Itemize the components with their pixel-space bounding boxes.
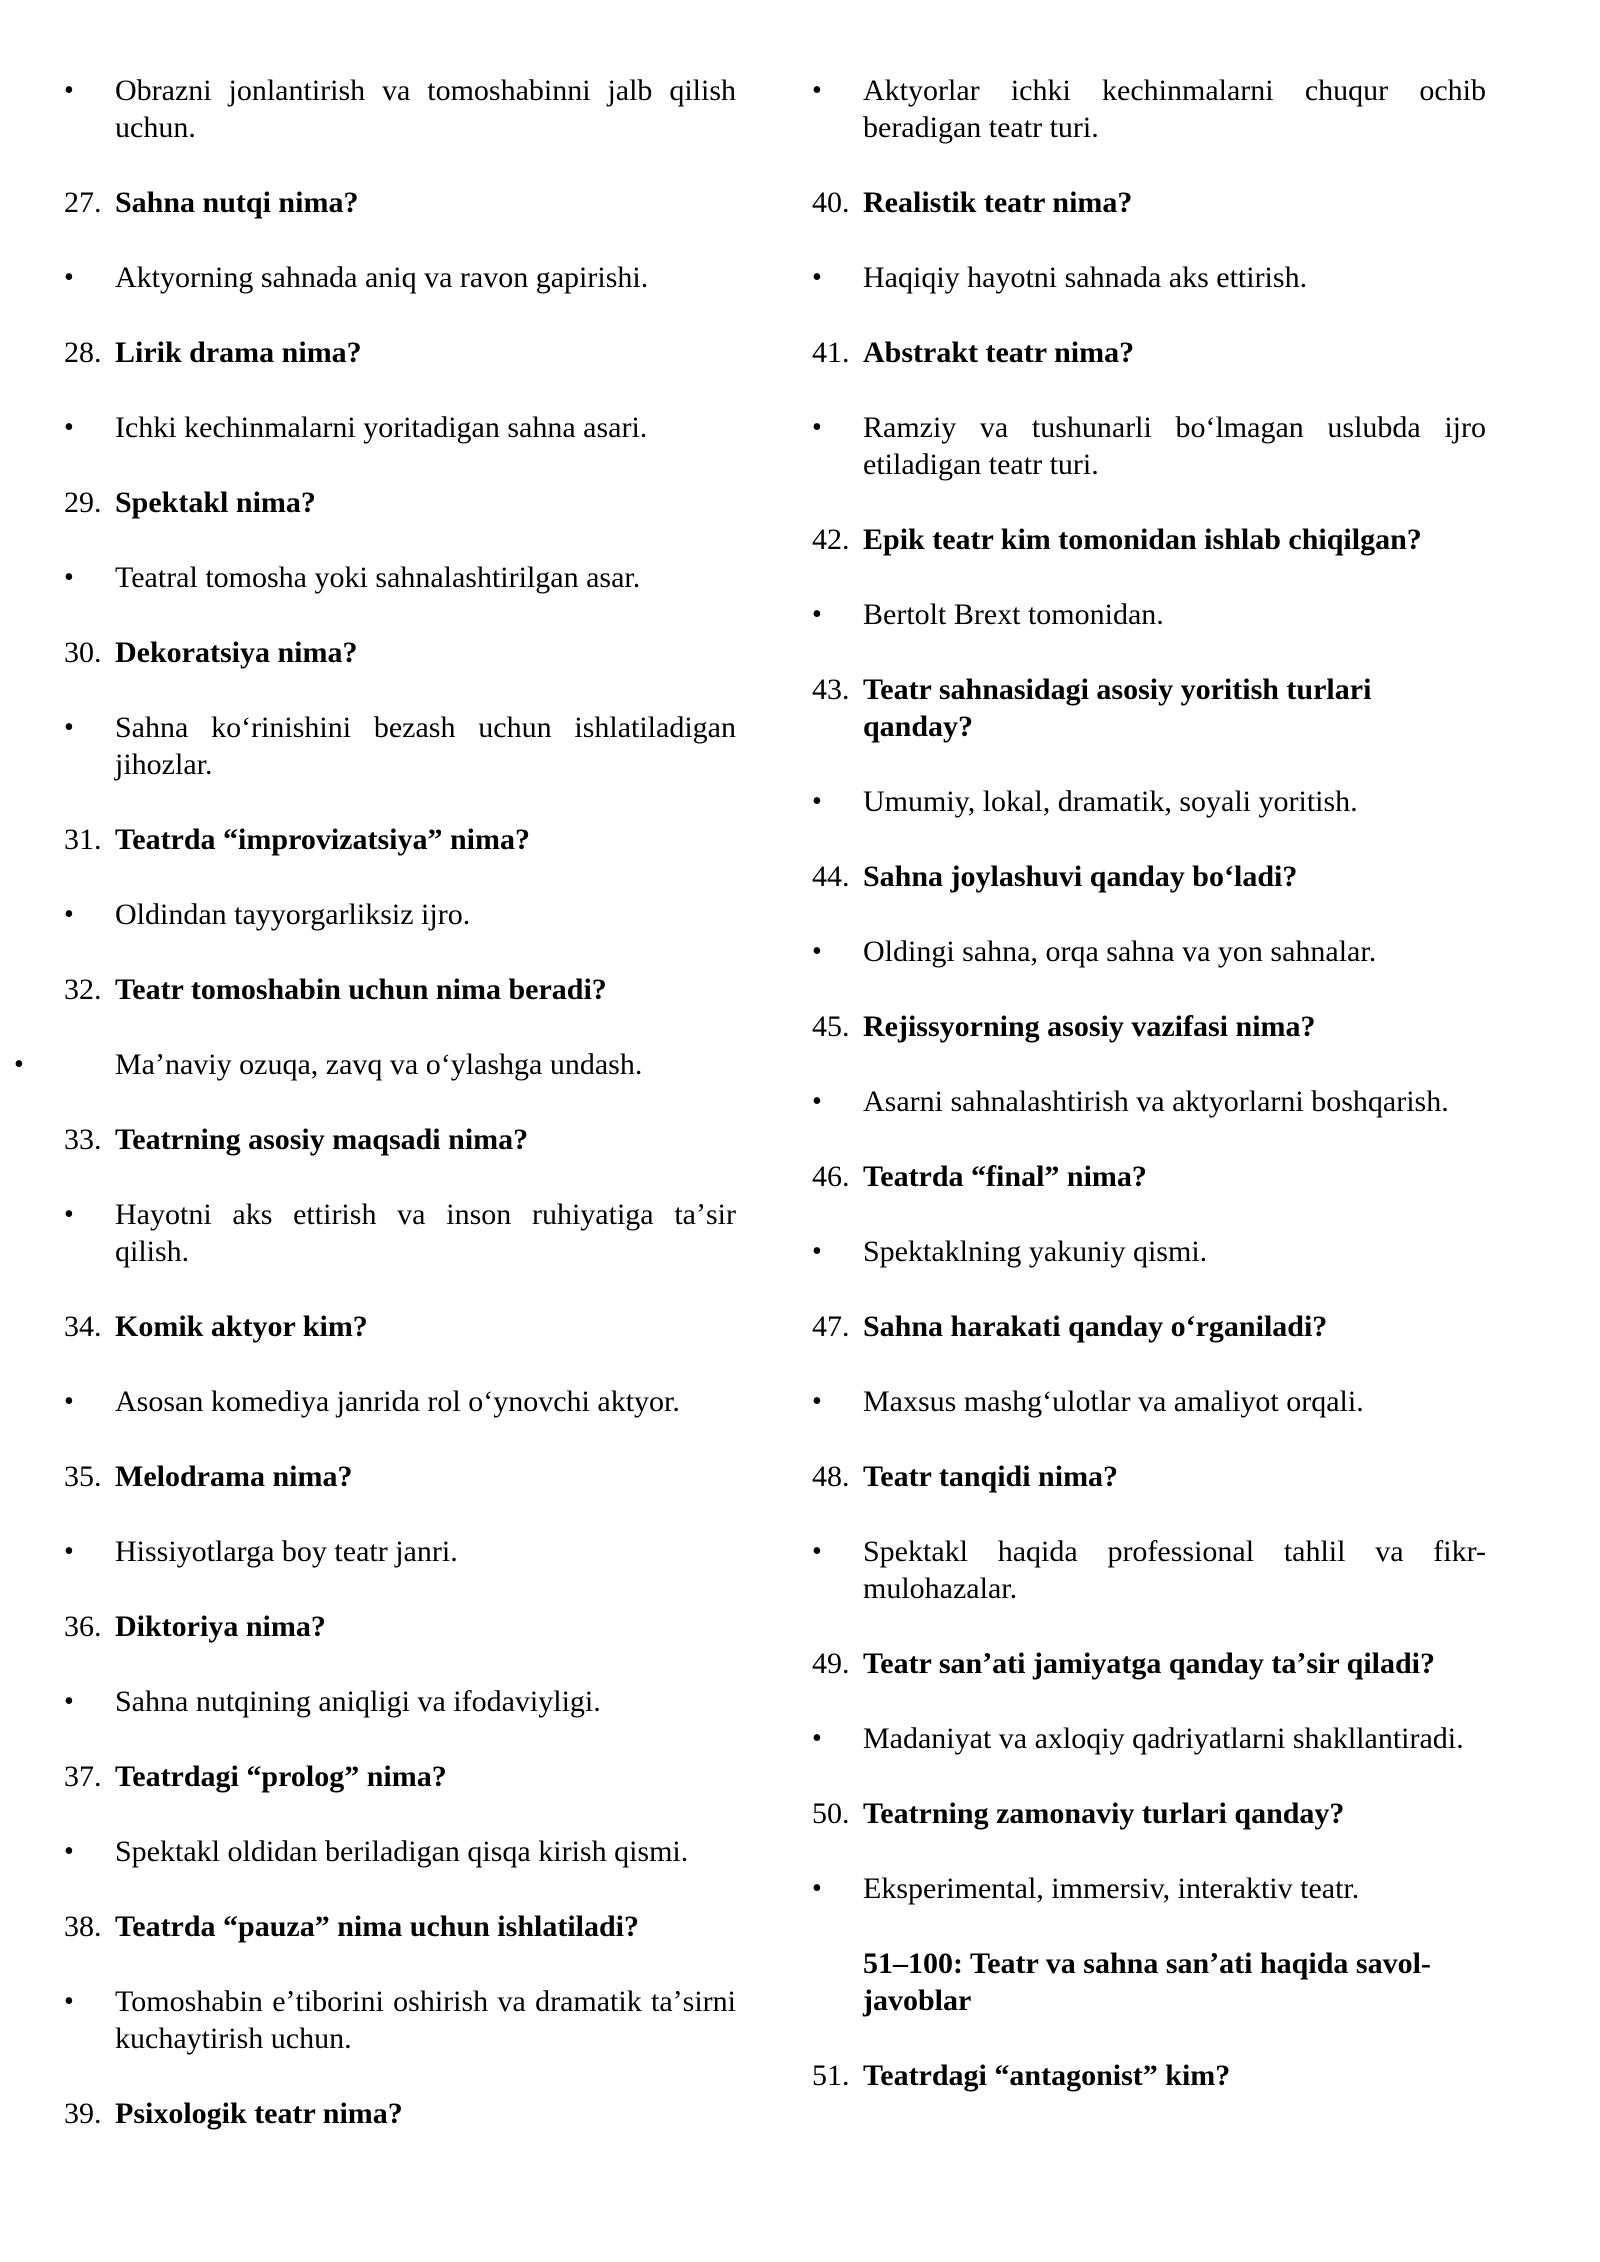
question-text: Teatr tomoshabin uchun nima beradi? <box>115 973 607 1006</box>
question-item <box>812 1008 1486 1045</box>
question-text: Dekoratsiya nima? <box>115 636 358 669</box>
answer-text: Obrazni jonlantirish va tomoshabinni jalb qilish uchun. <box>115 74 736 144</box>
question-number: 46. <box>812 1160 850 1193</box>
answer-text: Ramziy va tushunarli boʻlmagan uslubda ijro etiladigan teatr turi. <box>863 411 1486 481</box>
bullet-icon: • <box>64 262 74 293</box>
question-text: Lirik drama nima? <box>115 336 362 369</box>
answer-item <box>812 1720 1486 1757</box>
bullet-icon: • <box>812 1723 822 1754</box>
answer-text: Maxsus mashgʻulotlar va amaliyot orqali. <box>863 1385 1364 1418</box>
question-item <box>812 1795 1486 1832</box>
answer-text: Haqiqiy hayotni sahnada aks ettirish. <box>863 261 1308 294</box>
answer-item <box>812 1870 1486 1907</box>
answer-item <box>64 1683 736 1720</box>
answer-text: Sahna koʻrinishini bezash uchun ishlatiladigan jihozlar. <box>115 711 736 781</box>
question-number: 27. <box>64 186 102 219</box>
bullet-icon: • <box>64 562 74 593</box>
question-text: Teatr sahnasidagi asosiy yoritish turlari qanday? <box>863 673 1372 743</box>
question-item <box>812 334 1486 371</box>
answer-item <box>812 596 1486 633</box>
bullet-icon: • <box>812 262 822 293</box>
answer-item <box>812 783 1486 820</box>
question-item <box>64 1121 736 1158</box>
bullet-icon: • <box>64 412 74 443</box>
question-text: Psixologik teatr nima? <box>115 2097 403 2130</box>
answer-text: Aktyorning sahnada aniq va ravon gapirishi. <box>115 261 649 294</box>
question-item <box>64 484 736 521</box>
question-number: 31. <box>64 823 102 856</box>
question-item <box>812 521 1486 558</box>
answer-text: Spektaklning yakuniy qismi. <box>863 1235 1208 1268</box>
question-text: Sahna nutqi nima? <box>115 186 359 219</box>
answer-text: Hissiyotlarga boy teatr janri. <box>115 1535 458 1568</box>
question-number: 48. <box>812 1460 850 1493</box>
question-number: 50. <box>812 1797 850 1830</box>
question-item <box>64 1908 736 1945</box>
question-text: Realistik teatr nima? <box>863 186 1133 219</box>
question-number: 29. <box>64 486 102 519</box>
question-number: 49. <box>812 1647 850 1680</box>
question-text: Teatrda “final” nima? <box>863 1160 1147 1193</box>
question-item <box>64 184 736 221</box>
bullet-icon: • <box>64 1386 74 1417</box>
question-item <box>812 1645 1486 1682</box>
answer-item <box>64 72 736 146</box>
bullet-icon: • <box>64 75 74 106</box>
answer-text: Hayotni aks ettirish va inson ruhiyatiga taʼsir qilish. <box>115 1198 736 1268</box>
answer-text: Aktyorlar ichki kechinmalarni chuqur ochib beradigan teatr turi. <box>863 74 1486 144</box>
bullet-icon: • <box>812 1873 822 1904</box>
question-number: 35. <box>64 1460 102 1493</box>
question-text: Epik teatr kim tomonidan ishlab chiqilgan? <box>863 523 1422 556</box>
bullet-icon: • <box>64 1536 74 1567</box>
question-number: 37. <box>64 1760 102 1793</box>
answer-text: Teatral tomosha yoki sahnalashtirilgan asar. <box>115 561 641 594</box>
answer-item <box>64 259 736 296</box>
question-item <box>812 2057 1486 2094</box>
bullet-icon: • <box>64 1199 74 1230</box>
answer-text: Tomoshabin eʼtiborini oshirish va dramatik taʼsirni kuchaytirish uchun. <box>115 1985 736 2055</box>
bullet-icon: • <box>64 712 74 743</box>
question-item <box>64 634 736 671</box>
answer-item <box>812 933 1486 970</box>
right-column <box>812 72 1486 2132</box>
bullet-icon: • <box>812 936 822 967</box>
answer-item <box>64 1383 736 1420</box>
question-item <box>812 1158 1486 1195</box>
answer-text: Oldindan tayyorgarliksiz ijro. <box>115 898 471 931</box>
answer-text: Spektakl haqida professional tahlil va fikr-mulohazalar. <box>863 1535 1486 1605</box>
answer-item <box>64 1533 736 1570</box>
question-number: 41. <box>812 336 850 369</box>
answer-text: Ichki kechinmalarni yoritadigan sahna asari. <box>115 411 648 444</box>
question-item <box>64 1458 736 1495</box>
question-number: 43. <box>812 673 850 706</box>
question-number: 32. <box>64 973 102 1006</box>
question-text: Diktoriya nima? <box>115 1610 326 1643</box>
question-item <box>812 671 1486 745</box>
answer-item <box>64 559 736 596</box>
answer-text: Spektakl oldidan beriladigan qisqa kirish qismi. <box>115 1835 689 1868</box>
question-number: 30. <box>64 636 102 669</box>
question-text: Teatr tanqidi nima? <box>863 1460 1119 1493</box>
question-number: 34. <box>64 1310 102 1343</box>
bullet-icon: • <box>812 1536 822 1567</box>
answer-item <box>812 1233 1486 1270</box>
question-item <box>64 334 736 371</box>
question-item <box>64 821 736 858</box>
bullet-icon: • <box>64 899 74 930</box>
answer-text: Asarni sahnalashtirish va aktyorlarni boshqarish. <box>863 1085 1449 1118</box>
question-number: 42. <box>812 523 850 556</box>
question-number: 40. <box>812 186 850 219</box>
question-text: Sahna harakati qanday oʻrganiladi? <box>863 1310 1328 1343</box>
answer-text: Sahna nutqining aniqligi va ifodaviyligi. <box>115 1685 601 1718</box>
answer-text: Madaniyat va axloqiy qadriyatlarni shakllantiradi. <box>863 1722 1464 1755</box>
answer-text: Eksperimental, immersiv, interaktiv teatr. <box>863 1872 1360 1905</box>
question-number: 45. <box>812 1010 850 1043</box>
question-text: Melodrama nima? <box>115 1460 353 1493</box>
bullet-icon: • <box>14 1049 24 1080</box>
bullet-icon: • <box>812 1386 822 1417</box>
question-number: 47. <box>812 1310 850 1343</box>
question-text: Teatr sanʼati jamiyatga qanday taʼsir qiladi? <box>863 1647 1436 1680</box>
question-text: Teatrda “pauza” nima uchun ishlatiladi? <box>115 1910 640 1943</box>
question-item <box>64 2095 736 2132</box>
question-item <box>812 184 1486 221</box>
bullet-icon: • <box>812 1236 822 1267</box>
bullet-icon: • <box>64 1986 74 2017</box>
question-text: Rejissyorning asosiy vazifasi nima? <box>863 1010 1316 1043</box>
question-item <box>64 971 736 1008</box>
bullet-icon: • <box>812 412 822 443</box>
answer-item <box>14 1046 736 1083</box>
answer-text: Bertolt Brext tomonidan. <box>863 598 1164 631</box>
question-text: Sahna joylashuvi qanday boʻladi? <box>863 860 1298 893</box>
question-text: Teatrning asosiy maqsadi nima? <box>115 1123 529 1156</box>
question-number: 44. <box>812 860 850 893</box>
question-number: 38. <box>64 1910 102 1943</box>
answer-item <box>64 409 736 446</box>
question-number: 51. <box>812 2059 850 2092</box>
bullet-icon: • <box>812 75 822 106</box>
bullet-icon: • <box>812 786 822 817</box>
question-text: Abstrakt teatr nima? <box>863 336 1135 369</box>
answer-item <box>64 896 736 933</box>
question-text: Teatrning zamonaviy turlari qanday? <box>863 1797 1345 1830</box>
question-number: 36. <box>64 1610 102 1643</box>
bullet-icon: • <box>812 599 822 630</box>
bullet-icon: • <box>64 1836 74 1867</box>
question-text: Spektakl nima? <box>115 486 316 519</box>
answer-item <box>64 1196 736 1270</box>
answer-item <box>812 1533 1486 1607</box>
question-item <box>812 1458 1486 1495</box>
answer-item <box>812 72 1486 146</box>
question-item <box>64 1608 736 1645</box>
question-number: 28. <box>64 336 102 369</box>
question-item <box>812 1308 1486 1345</box>
section-heading: 51–100: Teatr va sahna sanʼati haqida savol-javoblar <box>863 1947 1431 2017</box>
question-text: Teatrda “improvizatsiya” nima? <box>115 823 531 856</box>
question-number: 33. <box>64 1123 102 1156</box>
question-number: 39. <box>64 2097 102 2130</box>
answer-text: Oldingi sahna, orqa sahna va yon sahnalar. <box>863 935 1377 968</box>
answer-item <box>812 259 1486 296</box>
answer-text: Umumiy, lokal, dramatik, soyali yoritish. <box>863 785 1358 818</box>
answer-item <box>64 1983 736 2057</box>
answer-item <box>812 409 1486 483</box>
answer-text: Maʼnaviy ozuqa, zavq va oʻylashga undash. <box>115 1048 643 1081</box>
answer-item <box>64 1833 736 1870</box>
bullet-icon: • <box>812 1086 822 1117</box>
answer-item <box>812 1083 1486 1120</box>
answer-text: Asosan komediya janrida rol oʻynovchi aktyor. <box>115 1385 680 1418</box>
question-text: Komik aktyor kim? <box>115 1310 368 1343</box>
question-item <box>812 858 1486 895</box>
bullet-icon: • <box>64 1686 74 1717</box>
question-text: Teatrdagi “prolog” nima? <box>115 1760 447 1793</box>
question-item <box>64 1308 736 1345</box>
question-text: Teatrdagi “antagonist” kim? <box>863 2059 1231 2092</box>
answer-item <box>64 709 736 783</box>
answer-item <box>812 1383 1486 1420</box>
question-item <box>64 1758 736 1795</box>
left-column <box>14 72 736 2170</box>
